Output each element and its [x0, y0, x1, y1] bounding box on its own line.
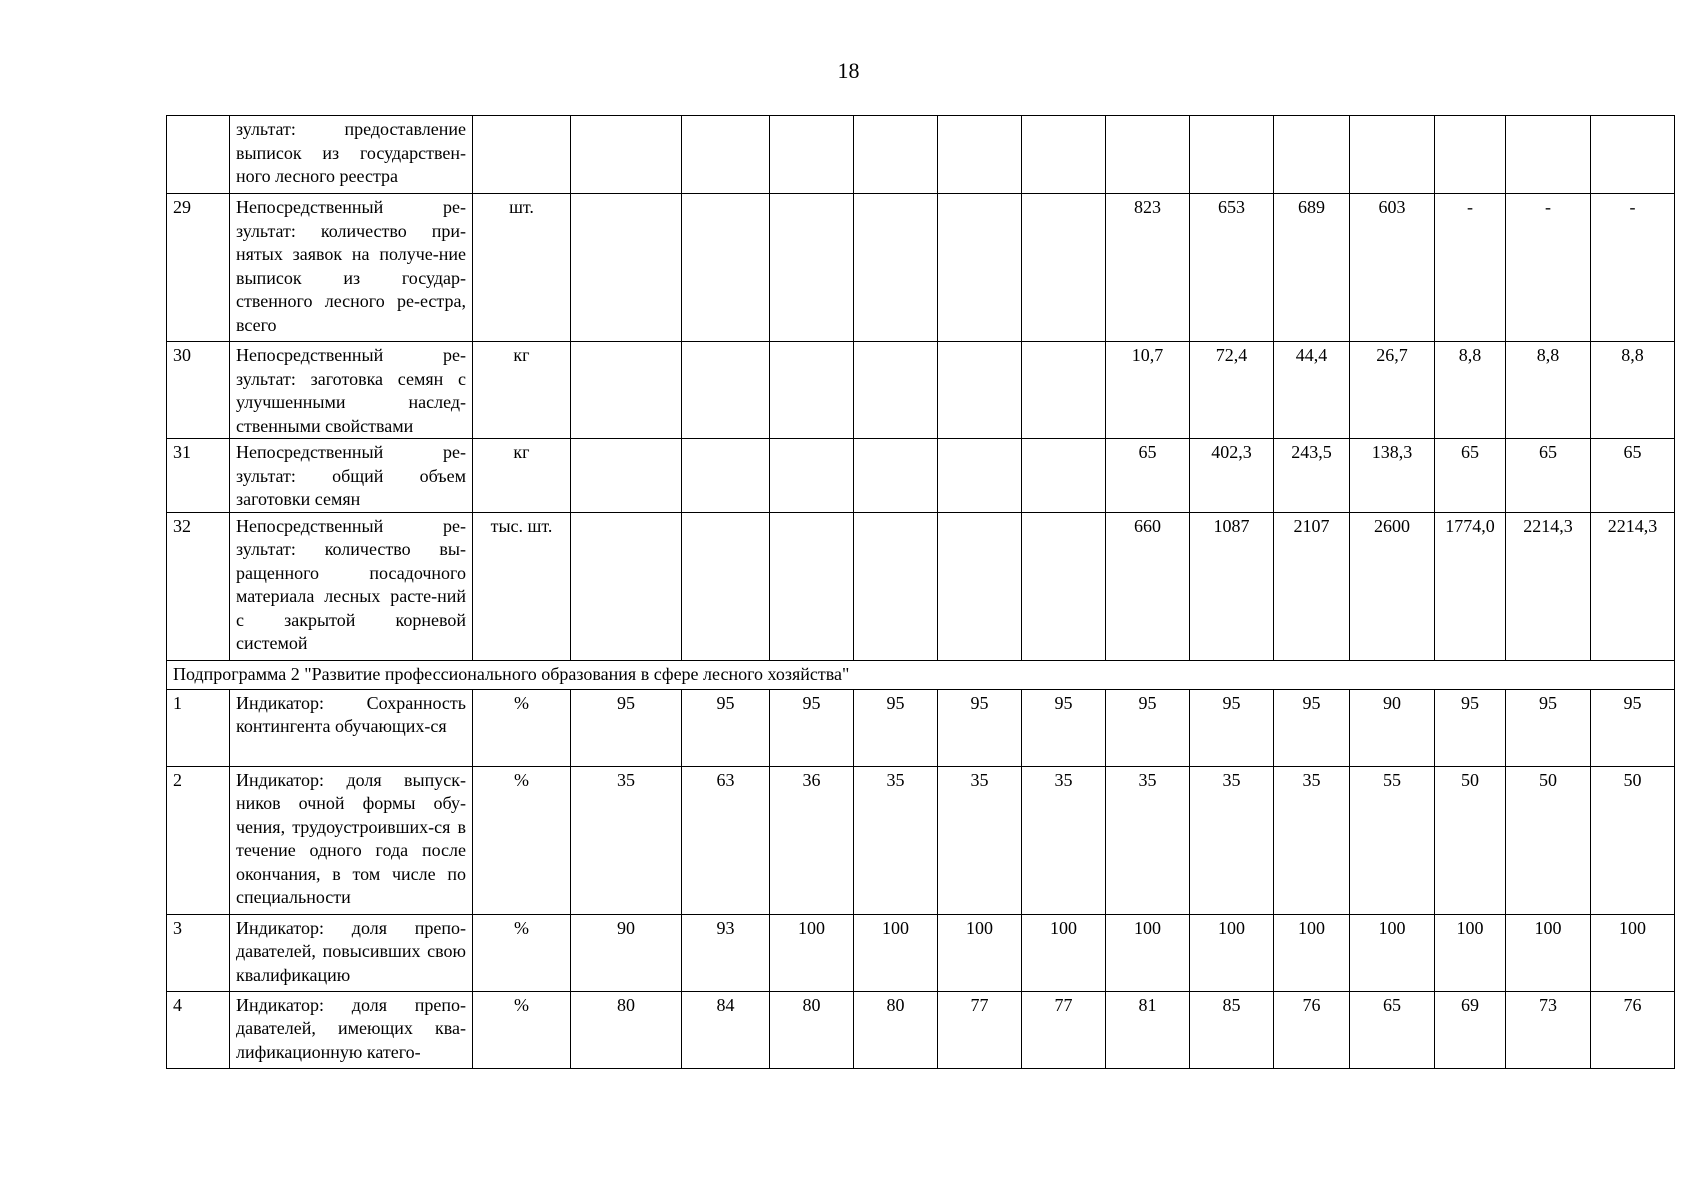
value-cell: [854, 116, 938, 194]
value-cell: [1506, 116, 1591, 194]
row-number: 32: [167, 512, 230, 660]
value-cell: 35: [938, 766, 1022, 914]
value-cell: 76: [1274, 991, 1350, 1068]
value-cell: 8,8: [1506, 342, 1591, 439]
table-row: [167, 991, 1675, 1068]
value-cell: 81: [1106, 991, 1190, 1068]
value-cell: 100: [1190, 914, 1274, 991]
value-cell: [1022, 439, 1106, 513]
value-cell: [682, 342, 770, 439]
value-cell: [682, 439, 770, 513]
value-cell: 100: [938, 914, 1022, 991]
value-cell: [571, 439, 682, 513]
value-cell: 77: [938, 991, 1022, 1068]
value-cell: 50: [1435, 766, 1506, 914]
value-cell: [571, 342, 682, 439]
value-cell: [1022, 512, 1106, 660]
unit-cell: кг: [473, 342, 571, 439]
value-cell: 2214,3: [1506, 512, 1591, 660]
value-cell: [1106, 116, 1190, 194]
value-cell: 36: [770, 766, 854, 914]
value-cell: 80: [571, 991, 682, 1068]
value-cell: 44,4: [1274, 342, 1350, 439]
value-cell: 55: [1350, 766, 1435, 914]
value-cell: 100: [770, 914, 854, 991]
value-cell: 2107: [1274, 512, 1350, 660]
row-number: 2: [167, 766, 230, 914]
value-cell: 660: [1106, 512, 1190, 660]
value-cell: [571, 194, 682, 342]
value-cell: 77: [1022, 991, 1106, 1068]
value-cell: [1190, 116, 1274, 194]
indicator-name: Индикатор: доля препо-давателей, имеющих ква-лификационную катего-: [230, 991, 473, 1068]
value-cell: [938, 342, 1022, 439]
value-cell: 100: [1022, 914, 1106, 991]
row-number: 4: [167, 991, 230, 1068]
value-cell: 1774,0: [1435, 512, 1506, 660]
value-cell: 2214,3: [1591, 512, 1675, 660]
value-cell: 35: [1022, 766, 1106, 914]
table-row: [167, 116, 1675, 194]
value-cell: 100: [1350, 914, 1435, 991]
value-cell: 65: [1506, 439, 1591, 513]
value-cell: 823: [1106, 194, 1190, 342]
section-row: [167, 660, 1675, 689]
value-cell: 1087: [1190, 512, 1274, 660]
value-cell: 95: [1435, 689, 1506, 766]
value-cell: 80: [854, 991, 938, 1068]
value-cell: -: [1591, 194, 1675, 342]
value-cell: -: [1435, 194, 1506, 342]
unit-cell: [473, 116, 571, 194]
row-number: 1: [167, 689, 230, 766]
value-cell: 95: [1506, 689, 1591, 766]
value-cell: [770, 116, 854, 194]
value-cell: [938, 439, 1022, 513]
value-cell: -: [1506, 194, 1591, 342]
value-cell: 35: [1190, 766, 1274, 914]
value-cell: [770, 439, 854, 513]
indicator-name: Индикатор: Сохранность контингента обучающих-ся: [230, 689, 473, 766]
table-row: [167, 512, 1675, 660]
value-cell: 95: [938, 689, 1022, 766]
value-cell: 76: [1591, 991, 1675, 1068]
value-cell: 10,7: [1106, 342, 1190, 439]
table-row: [167, 914, 1675, 991]
value-cell: [1022, 116, 1106, 194]
page-number: 18: [837, 58, 860, 83]
value-cell: 100: [1274, 914, 1350, 991]
value-cell: 90: [571, 914, 682, 991]
value-cell: 72,4: [1190, 342, 1274, 439]
value-cell: [938, 194, 1022, 342]
value-cell: 100: [1591, 914, 1675, 991]
value-cell: 95: [1190, 689, 1274, 766]
indicator-name: Индикатор: доля выпуск-ников очной формы обу-чения, трудоустроивших-ся в течение одного года после окончания, в том числе по специальности: [230, 766, 473, 914]
value-cell: 95: [1591, 689, 1675, 766]
value-cell: 73: [1506, 991, 1591, 1068]
value-cell: 100: [854, 914, 938, 991]
value-cell: 95: [571, 689, 682, 766]
indicator-name: зультат: предоставление выписок из государствен-ного лесного реестра: [230, 116, 473, 194]
table-body: [167, 116, 1675, 1069]
value-cell: 95: [854, 689, 938, 766]
value-cell: 95: [1106, 689, 1190, 766]
value-cell: 100: [1435, 914, 1506, 991]
indicator-name: Непосредственный ре-зультат: количество при-нятых заявок на получе-ние выписок из государ-ственного лесного ре-естра, всего: [230, 194, 473, 342]
value-cell: 93: [682, 914, 770, 991]
unit-cell: %: [473, 766, 571, 914]
indicator-name: Непосредственный ре-зультат: количество вы-ращенного посадочного материала лесных расте-ний с закрытой корневой системой: [230, 512, 473, 660]
value-cell: [1022, 342, 1106, 439]
value-cell: 603: [1350, 194, 1435, 342]
row-number: [167, 116, 230, 194]
value-cell: 80: [770, 991, 854, 1068]
value-cell: [1350, 116, 1435, 194]
value-cell: 2600: [1350, 512, 1435, 660]
value-cell: [770, 512, 854, 660]
unit-cell: шт.: [473, 194, 571, 342]
value-cell: 65: [1591, 439, 1675, 513]
value-cell: [682, 116, 770, 194]
value-cell: 26,7: [1350, 342, 1435, 439]
value-cell: 90: [1350, 689, 1435, 766]
unit-cell: %: [473, 689, 571, 766]
value-cell: 50: [1506, 766, 1591, 914]
value-cell: 95: [682, 689, 770, 766]
table-row: [167, 342, 1675, 439]
value-cell: 138,3: [1350, 439, 1435, 513]
value-cell: [854, 439, 938, 513]
value-cell: 65: [1350, 991, 1435, 1068]
value-cell: 100: [1506, 914, 1591, 991]
value-cell: 243,5: [1274, 439, 1350, 513]
value-cell: [682, 512, 770, 660]
value-cell: [682, 194, 770, 342]
value-cell: 65: [1435, 439, 1506, 513]
value-cell: [1435, 116, 1506, 194]
value-cell: 689: [1274, 194, 1350, 342]
unit-cell: кг: [473, 439, 571, 513]
table-row: [167, 439, 1675, 513]
value-cell: 8,8: [1591, 342, 1675, 439]
value-cell: [938, 116, 1022, 194]
unit-cell: тыс. шт.: [473, 512, 571, 660]
indicator-name: Непосредственный ре-зультат: заготовка семян с улучшенными наслед-ственными свойствами: [230, 342, 473, 439]
value-cell: [854, 342, 938, 439]
value-cell: 402,3: [1190, 439, 1274, 513]
value-cell: 95: [1274, 689, 1350, 766]
value-cell: [1274, 116, 1350, 194]
table-row: [167, 194, 1675, 342]
value-cell: 35: [854, 766, 938, 914]
value-cell: [938, 512, 1022, 660]
value-cell: 653: [1190, 194, 1274, 342]
section-title: Подпрограмма 2 "Развитие профессионального образования в сфере лесного хозяйства": [167, 660, 1675, 689]
value-cell: [571, 512, 682, 660]
indicator-name: Непосредственный ре-зультат: общий объем заготовки семян: [230, 439, 473, 513]
value-cell: 85: [1190, 991, 1274, 1068]
value-cell: [1591, 116, 1675, 194]
row-number: 29: [167, 194, 230, 342]
value-cell: 95: [770, 689, 854, 766]
row-number: 30: [167, 342, 230, 439]
row-number: 31: [167, 439, 230, 513]
unit-cell: %: [473, 991, 571, 1068]
indicators-table: [166, 115, 1675, 1069]
unit-cell: %: [473, 914, 571, 991]
indicator-name: Индикатор: доля препо-давателей, повысивших свою квалификацию: [230, 914, 473, 991]
value-cell: 35: [1106, 766, 1190, 914]
value-cell: 8,8: [1435, 342, 1506, 439]
row-number: 3: [167, 914, 230, 991]
value-cell: 35: [1274, 766, 1350, 914]
value-cell: [854, 512, 938, 660]
value-cell: 35: [571, 766, 682, 914]
value-cell: 69: [1435, 991, 1506, 1068]
value-cell: 100: [1106, 914, 1190, 991]
value-cell: 84: [682, 991, 770, 1068]
value-cell: [854, 194, 938, 342]
value-cell: 63: [682, 766, 770, 914]
table-row: [167, 766, 1675, 914]
value-cell: [1022, 194, 1106, 342]
value-cell: [770, 342, 854, 439]
value-cell: [770, 194, 854, 342]
value-cell: [571, 116, 682, 194]
value-cell: 95: [1022, 689, 1106, 766]
table-row: [167, 689, 1675, 766]
value-cell: 50: [1591, 766, 1675, 914]
value-cell: 65: [1106, 439, 1190, 513]
